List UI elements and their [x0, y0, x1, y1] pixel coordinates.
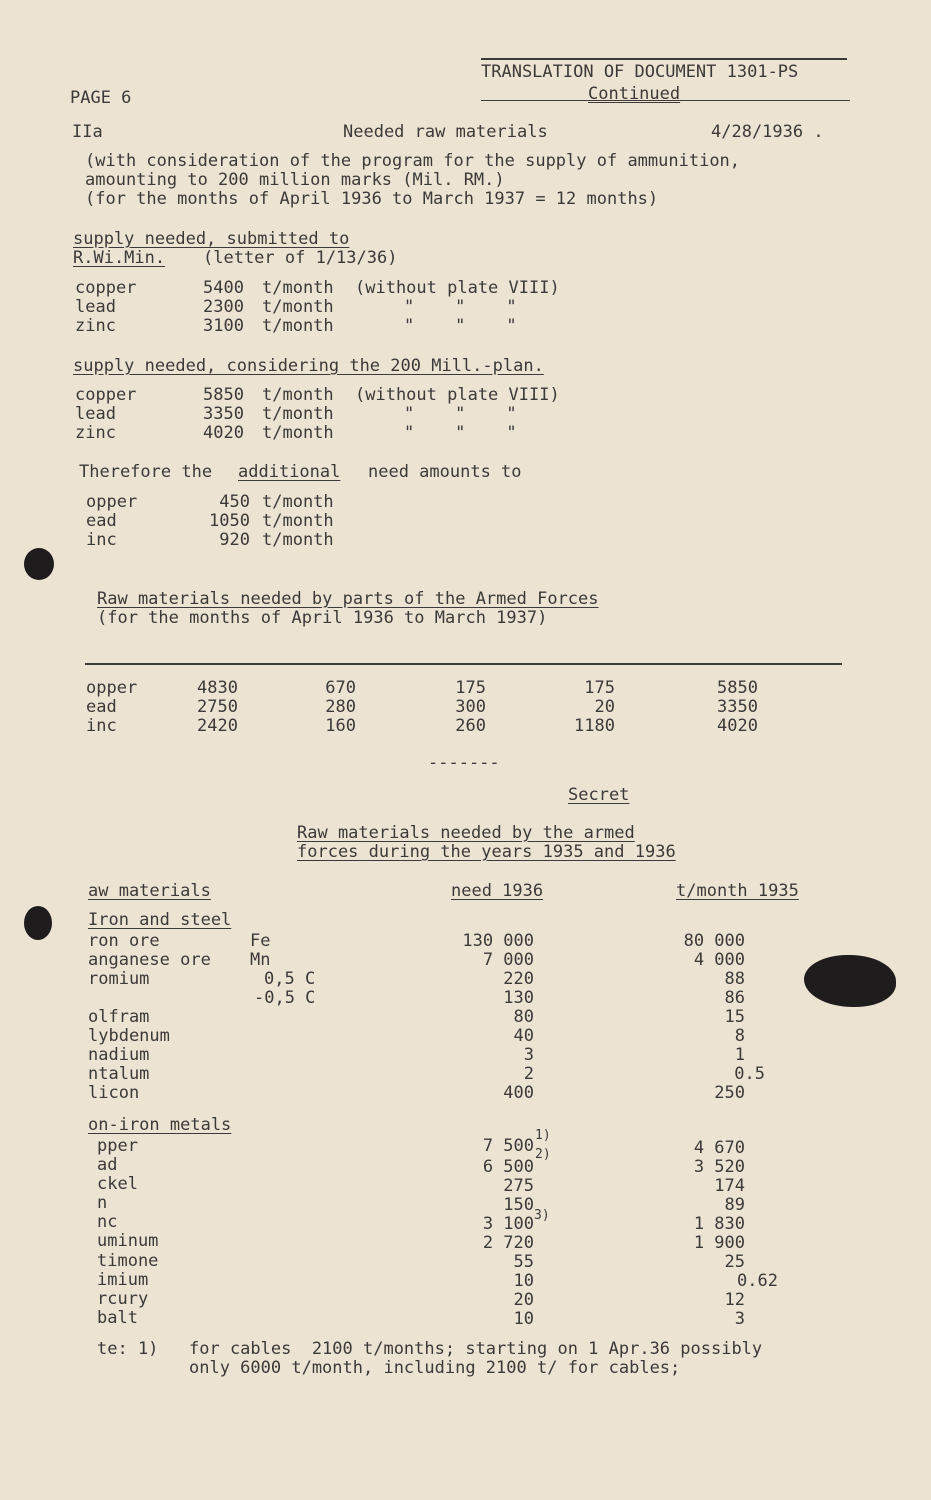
iron-row-need: 130 [503, 988, 534, 1008]
col-header-need: need 1936 [451, 881, 544, 901]
nonferrous-row-month: 3 520 [693, 1157, 745, 1177]
nonferrous-row-name: ad [97, 1155, 118, 1175]
armed-value: 4830 [197, 678, 238, 698]
iron-row-month: 1 [734, 1045, 745, 1065]
plan-unit: t/month [262, 385, 334, 405]
iron-row-need: 220 [503, 969, 534, 989]
iron-row-month: 8 [734, 1026, 745, 1046]
footnote-line-1: for cables 2100 t/months; starting on 1 Apr.36 possibly [189, 1339, 763, 1359]
armed-value: 2750 [197, 697, 238, 717]
iron-row-need: 40 [513, 1026, 534, 1046]
armed-value: 4020 [717, 716, 758, 736]
footnote-ref: 2) [535, 1147, 551, 1162]
iron-row-month: 0.5 [734, 1064, 765, 1084]
armed-value: 5850 [717, 678, 758, 698]
additional-metal: inc [86, 530, 117, 550]
nonferrous-row-name: rcury [97, 1289, 149, 1309]
col-header-month: t/month 1935 [676, 881, 799, 901]
armed-forces-heading: Raw materials needed by parts of the Armed Forces [97, 589, 599, 609]
additional-lead-in: Therefore the [79, 462, 213, 482]
footnote-ref: 1) [535, 1128, 551, 1143]
secret-title-line-1: Raw materials needed by the armed [297, 823, 635, 843]
submitted-amount: 3100 [203, 316, 244, 336]
plan-unit: t/month [262, 404, 334, 424]
nonferrous-row-need: 20 [513, 1290, 534, 1310]
additional-metal: ead [86, 511, 117, 531]
iron-row-symbol: 0,5 C [264, 969, 316, 989]
plan-unit: t/month [262, 423, 334, 443]
submitted-amount: 2300 [203, 297, 244, 317]
nonferrous-row-month: 4 670 [693, 1138, 745, 1158]
additional-unit: t/month [262, 530, 334, 550]
armed-value: 160 [325, 716, 356, 736]
armed-value: 3350 [717, 697, 758, 717]
section-title: Needed raw materials [343, 122, 548, 142]
nonferrous-row-month: 3 [734, 1309, 745, 1329]
armed-forces-subheading: (for the months of April 1936 to March 1937) [97, 608, 548, 628]
nonferrous-row-name: uminum [97, 1231, 159, 1251]
nonferrous-row-need: 6 500 [482, 1157, 534, 1177]
armed-value: 20 [594, 697, 615, 717]
plan-amount: 4020 [203, 423, 244, 443]
submitted-note: " " " [404, 297, 517, 317]
intro-line-3: (for the months of April 1936 to March 1937 = 12 months) [85, 189, 659, 209]
iron-row-symbol: Fe [250, 931, 271, 951]
additional-amount: 1050 [209, 511, 250, 531]
nonferrous-row-month: 0.62 [737, 1271, 778, 1291]
col-header-materials: aw materials [88, 881, 211, 901]
iron-row-month: 250 [714, 1083, 745, 1103]
armed-forces-rule [85, 663, 842, 665]
submitted-metal: copper [75, 278, 137, 298]
armed-value: 280 [325, 697, 356, 717]
iron-row-name: romium [88, 969, 150, 989]
armed-value: 175 [584, 678, 615, 698]
iron-row-need: 80 [513, 1007, 534, 1027]
iron-row-need: 2 [523, 1064, 534, 1084]
additional-emphasis: additional [238, 462, 341, 482]
header-top-rule [481, 58, 847, 60]
iron-row-symbol: Mn [250, 950, 271, 970]
nonferrous-row-month: 1 830 [693, 1214, 745, 1234]
submitted-heading: supply needed, submitted to [73, 229, 350, 249]
iron-row-month: 80 000 [683, 931, 745, 951]
iron-row-name: olfram [88, 1007, 150, 1027]
nonferrous-row-need: 3 100 [482, 1214, 534, 1234]
iron-row-month: 88 [724, 969, 745, 989]
submitted-amount: 5400 [203, 278, 244, 298]
intro-line-1: (with consideration of the program for the supply of ammunition, [85, 151, 741, 171]
iron-row-name: ntalum [88, 1064, 150, 1084]
armed-metal: ead [86, 697, 117, 717]
ministry-label: R.Wi.Min. [73, 248, 166, 268]
document-title: TRANSLATION OF DOCUMENT 1301-PS [481, 62, 799, 82]
iron-row-month: 86 [724, 988, 745, 1008]
nonferrous-row-month: 89 [724, 1195, 745, 1215]
iron-row-name: licon [88, 1083, 140, 1103]
submitted-note: " " " [404, 316, 517, 336]
page-number: PAGE 6 [70, 88, 132, 108]
nonferrous-row-name: n [97, 1193, 108, 1213]
iron-row-need: 400 [503, 1083, 534, 1103]
armed-value: 1180 [574, 716, 615, 736]
plan-metal: lead [75, 404, 116, 424]
nonferrous-row-month: 25 [724, 1252, 745, 1272]
armed-value: 670 [325, 678, 356, 698]
nonferrous-row-month: 174 [714, 1176, 745, 1196]
nonferrous-row-need: 10 [513, 1309, 534, 1329]
secret-title-line-2: forces during the years 1935 and 1936 [297, 842, 676, 862]
iron-row-need: 130 000 [462, 931, 534, 951]
secret-label: Secret [568, 785, 630, 805]
plan-amount: 3350 [203, 404, 244, 424]
ink-blot [804, 955, 896, 1007]
nonferrous-row-name: ckel [97, 1174, 138, 1194]
armed-metal: inc [86, 716, 117, 736]
plan-note: " " " [404, 423, 517, 443]
additional-amount: 450 [219, 492, 250, 512]
section-separator: ------- [428, 753, 500, 773]
plan-note: " " " [404, 404, 517, 424]
continued-label: Continued [588, 84, 681, 104]
nonferrous-row-need: 7 500 [482, 1136, 534, 1156]
intro-line-2: amounting to 200 million marks (Mil. RM.) [85, 170, 505, 190]
nonferrous-row-need: 55 [513, 1252, 534, 1272]
nonferrous-row-month: 1 900 [693, 1233, 745, 1253]
section-label: IIa [72, 122, 103, 142]
nonferrous-row-name: timone [97, 1251, 159, 1271]
nonferrous-row-name: pper [97, 1136, 138, 1156]
additional-metal: opper [86, 492, 138, 512]
plan-metal: copper [75, 385, 137, 405]
footnote-ref: 3) [534, 1208, 550, 1223]
plan-note: (without plate VIII) [355, 385, 560, 405]
submitted-unit: t/month [262, 297, 334, 317]
footnote-label: te: 1) [97, 1339, 159, 1359]
nonferrous-row-need: 150 [503, 1195, 534, 1215]
letter-reference: (letter of 1/13/36) [203, 248, 398, 268]
nonferrous-row-name: nc [97, 1212, 118, 1232]
nonferrous-row-month: 12 [724, 1290, 745, 1310]
armed-value: 260 [455, 716, 486, 736]
footnote-line-2: only 6000 t/month, including 2100 t/ for cables; [189, 1358, 681, 1378]
additional-unit: t/month [262, 492, 334, 512]
iron-row-name: ron ore [88, 931, 160, 951]
nonferrous-row-need: 2 720 [482, 1233, 534, 1253]
additional-unit: t/month [262, 511, 334, 531]
nonferrous-row-name: balt [97, 1308, 138, 1328]
armed-value: 2420 [197, 716, 238, 736]
nonferrous-row-name: imium [97, 1270, 149, 1290]
header-bottom-rule [481, 100, 850, 101]
iron-row-name: anganese ore [88, 950, 211, 970]
plan-heading: supply needed, considering the 200 Mill.-plan. [73, 356, 544, 376]
submitted-unit: t/month [262, 316, 334, 336]
armed-metal: opper [86, 678, 138, 698]
plan-metal: zinc [75, 423, 116, 443]
iron-row-need: 7 000 [482, 950, 534, 970]
iron-row-month: 4 000 [693, 950, 745, 970]
armed-value: 300 [455, 697, 486, 717]
iron-row-name: nadium [88, 1045, 150, 1065]
iron-row-name: lybdenum [88, 1026, 170, 1046]
armed-value: 175 [455, 678, 486, 698]
nonferrous-row-need: 10 [513, 1271, 534, 1291]
section-date: 4/28/1936 . [711, 122, 824, 142]
group-heading-iron: Iron and steel [88, 910, 232, 930]
nonferrous-row-need: 275 [503, 1176, 534, 1196]
punch-hole [24, 906, 52, 940]
submitted-metal: lead [75, 297, 116, 317]
submitted-note: (without plate VIII) [355, 278, 560, 298]
iron-row-month: 15 [724, 1007, 745, 1027]
submitted-metal: zinc [75, 316, 116, 336]
additional-amount: 920 [219, 530, 250, 550]
plan-amount: 5850 [203, 385, 244, 405]
iron-row-symbol: -0,5 C [254, 988, 316, 1008]
group-heading-nonferrous: on-iron metals [88, 1115, 232, 1135]
additional-tail: need amounts to [368, 462, 522, 482]
punch-hole [24, 548, 54, 580]
iron-row-need: 3 [523, 1045, 534, 1065]
submitted-unit: t/month [262, 278, 334, 298]
